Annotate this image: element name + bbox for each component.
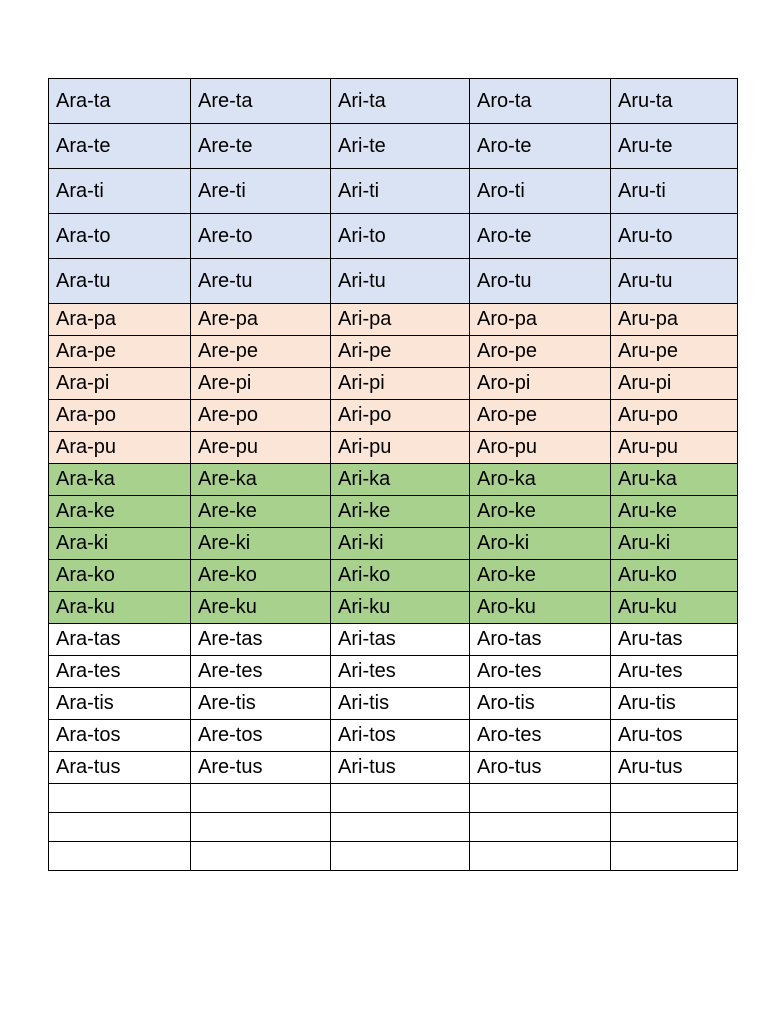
table-cell: Aro-tes [470, 656, 611, 688]
table-cell: Ari-pi [331, 368, 470, 400]
table-cell: Aro-pi [470, 368, 611, 400]
table-row [49, 528, 738, 560]
syllable-table [48, 78, 738, 871]
table-cell: Ara-pu [49, 432, 191, 464]
table-cell: Aro-ke [470, 496, 611, 528]
table-cell: Aru-te [611, 124, 738, 169]
table-cell: Are-po [191, 400, 331, 432]
table-cell: Are-ti [191, 169, 331, 214]
table-cell: Aro-tas [470, 624, 611, 656]
empty-table-cell [331, 784, 470, 813]
table-row [49, 124, 738, 169]
table-cell: Ara-ku [49, 592, 191, 624]
table-cell: Aro-ke [470, 560, 611, 592]
table-cell: Ara-pi [49, 368, 191, 400]
table-cell: Aru-tes [611, 656, 738, 688]
empty-table-cell [331, 842, 470, 871]
empty-table-cell [49, 842, 191, 871]
table-cell: Aro-ka [470, 464, 611, 496]
table-row [49, 464, 738, 496]
table-row [49, 214, 738, 259]
table-cell: Aro-ki [470, 528, 611, 560]
table-cell: Aru-ku [611, 592, 738, 624]
table-cell: Ara-ka [49, 464, 191, 496]
table-cell: Aru-ke [611, 496, 738, 528]
table-cell: Ari-ka [331, 464, 470, 496]
table-cell: Are-tus [191, 752, 331, 784]
table-cell: Ari-tis [331, 688, 470, 720]
table-cell: Ari-pe [331, 336, 470, 368]
empty-table-cell [191, 842, 331, 871]
empty-table-cell [331, 813, 470, 842]
table-cell: Are-ta [191, 79, 331, 124]
empty-table-cell [470, 813, 611, 842]
table-row [49, 752, 738, 784]
table-cell: Ari-to [331, 214, 470, 259]
table-cell: Ari-ku [331, 592, 470, 624]
empty-table-cell [611, 813, 738, 842]
table-cell: Ari-ko [331, 560, 470, 592]
table-cell: Aro-ku [470, 592, 611, 624]
empty-table-cell [611, 784, 738, 813]
table-cell: Aru-ka [611, 464, 738, 496]
table-cell: Ara-tus [49, 752, 191, 784]
empty-table-cell [191, 813, 331, 842]
table-row [49, 432, 738, 464]
table-cell: Ara-tas [49, 624, 191, 656]
table-cell: Aru-tu [611, 259, 738, 304]
table-cell: Aru-tus [611, 752, 738, 784]
table-cell: Are-tes [191, 656, 331, 688]
table-cell: Are-pa [191, 304, 331, 336]
table-cell: Aru-tos [611, 720, 738, 752]
table-cell: Aru-ta [611, 79, 738, 124]
table-cell: Ari-tos [331, 720, 470, 752]
table-cell: Aru-tis [611, 688, 738, 720]
table-cell: Ara-pa [49, 304, 191, 336]
empty-table-cell [49, 784, 191, 813]
table-cell: Ara-ti [49, 169, 191, 214]
table-cell: Aro-pe [470, 336, 611, 368]
table-row [49, 368, 738, 400]
table-row [49, 169, 738, 214]
table-row [49, 304, 738, 336]
table-cell: Ara-tis [49, 688, 191, 720]
table-cell: Aro-tes [470, 720, 611, 752]
table-cell: Are-ke [191, 496, 331, 528]
table-cell: Ari-tus [331, 752, 470, 784]
table-cell: Aro-pe [470, 400, 611, 432]
table-cell: Ari-ta [331, 79, 470, 124]
table-cell: Aru-po [611, 400, 738, 432]
table-cell: Aro-tus [470, 752, 611, 784]
table-cell: Ara-ke [49, 496, 191, 528]
table-cell: Are-ka [191, 464, 331, 496]
table-cell: Are-tu [191, 259, 331, 304]
table-cell: Ara-pe [49, 336, 191, 368]
empty-table-cell [191, 784, 331, 813]
table-cell: Are-tis [191, 688, 331, 720]
table-cell: Aru-pe [611, 336, 738, 368]
empty-table-row [49, 842, 738, 871]
empty-table-cell [470, 842, 611, 871]
table-cell: Ari-tas [331, 624, 470, 656]
table-row [49, 560, 738, 592]
table-cell: Are-to [191, 214, 331, 259]
table-cell: Ara-tos [49, 720, 191, 752]
table-row [49, 496, 738, 528]
table-cell: Aro-ta [470, 79, 611, 124]
empty-table-cell [470, 784, 611, 813]
table-cell: Aru-tas [611, 624, 738, 656]
table-row [49, 592, 738, 624]
empty-table-row [49, 784, 738, 813]
table-cell: Aro-ti [470, 169, 611, 214]
table-cell: Aro-tu [470, 259, 611, 304]
table-cell: Aru-pa [611, 304, 738, 336]
table-cell: Are-tas [191, 624, 331, 656]
table-cell: Are-ki [191, 528, 331, 560]
table-cell: Aro-pu [470, 432, 611, 464]
table-cell: Ara-ta [49, 79, 191, 124]
table-cell: Ara-po [49, 400, 191, 432]
table-cell: Are-pu [191, 432, 331, 464]
table-cell: Aro-te [470, 214, 611, 259]
empty-table-cell [611, 842, 738, 871]
table-cell: Ari-pu [331, 432, 470, 464]
table-body [49, 79, 738, 871]
table-cell: Ari-tu [331, 259, 470, 304]
table-row [49, 336, 738, 368]
table-row [49, 624, 738, 656]
table-cell: Aru-ti [611, 169, 738, 214]
table-row [49, 656, 738, 688]
table-cell: Ara-tu [49, 259, 191, 304]
table-cell: Are-pi [191, 368, 331, 400]
table-cell: Aru-pu [611, 432, 738, 464]
table-cell: Ara-tes [49, 656, 191, 688]
table-cell: Are-ku [191, 592, 331, 624]
table-row [49, 400, 738, 432]
table-cell: Ari-ki [331, 528, 470, 560]
table-cell: Are-pe [191, 336, 331, 368]
table-row [49, 720, 738, 752]
table-cell: Ara-ko [49, 560, 191, 592]
table-cell: Aro-tis [470, 688, 611, 720]
table-row [49, 688, 738, 720]
table-cell: Ara-to [49, 214, 191, 259]
table-cell: Aru-to [611, 214, 738, 259]
empty-table-row [49, 813, 738, 842]
table-cell: Ara-ki [49, 528, 191, 560]
table-cell: Aru-ko [611, 560, 738, 592]
table-cell: Ara-te [49, 124, 191, 169]
table-cell: Ari-po [331, 400, 470, 432]
table-cell: Ari-te [331, 124, 470, 169]
table-cell: Ari-pa [331, 304, 470, 336]
table-cell: Ari-ti [331, 169, 470, 214]
table-row [49, 79, 738, 124]
table-cell: Aro-pa [470, 304, 611, 336]
empty-table-cell [49, 813, 191, 842]
table-cell: Are-te [191, 124, 331, 169]
table-row [49, 259, 738, 304]
table-cell: Aro-te [470, 124, 611, 169]
table-cell: Are-tos [191, 720, 331, 752]
table-cell: Ari-tes [331, 656, 470, 688]
table-cell: Are-ko [191, 560, 331, 592]
table-cell: Ari-ke [331, 496, 470, 528]
table-cell: Aru-ki [611, 528, 738, 560]
table-cell: Aru-pi [611, 368, 738, 400]
